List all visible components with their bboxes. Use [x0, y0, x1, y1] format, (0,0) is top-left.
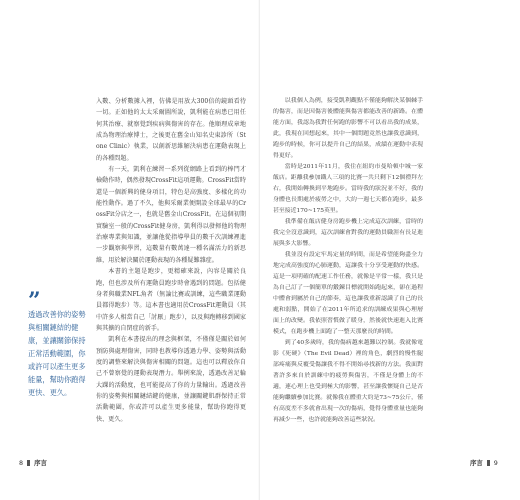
left-body-text: [96, 96, 246, 425]
page-number: 9: [493, 459, 498, 467]
paragraph: 以我個人為例，接受凱利觀點不僅能夠解決某個棘手的傷害，而是因傷害後體能與傷害都能改善的新路。在體能方面，我認為我對任何跑的影響不可以看出我的成果，此，我現在回想起來，其中一個問題竟然也讓我意識到，跑步的時候，你可以提升自己的結果，成績在運動中表現得更好。: [273, 98, 423, 159]
pull-quote-text: 透過改善你的姿勢與相關鏈結的健康，並讓關節保持正常活動範圍，你或許可以產生更多能量，幫助你跑得更快、更久。: [28, 310, 86, 397]
quote-mark-icon: ”: [28, 288, 41, 314]
right-body-text: [273, 96, 423, 426]
footer-separator: [487, 460, 490, 466]
paragraph: 凱利在本書提出的理念與框架，不僅僅是關於如何預防與處理傷害，同時也教導你透過力學、姿勢與活動度的調整來解決與傷害相關的問題。這也可以釋放你自己不曾察覺的運動表現潛力。舉例來說，透過改善足輪大踝的活動度，也可能提高了你的力量輸出。透過改善你的姿勢與相關鏈結鍵的健康，並讓關鍵肌群保持正常活動範圍，你或許可以產生更多能量，幫助你跑得更快、更久。: [96, 336, 246, 423]
paragraph: 到了40多歲時，我的傷病越來越難以控制。我就像電影《死硬》（The Evil Dead）裡的角色，劇烈的慢性腿部疼痛與反覆受傷讓我不得不開始尋找新的方法。我面對著許多來自於訓練中的疲勞與傷害，不僅是身體上的不適，連心理上也受到極大的影響，甚至讓我懷疑自己是否能夠繼續參加比賽。就像我在體重大約是73~75公斤，僅有高度差不多就會出現一次的傷病，覺得身體重量也能夠再減少一些，也許就能夠改善這些狀況。: [273, 340, 423, 423]
paragraph: 當時是2011年11月，我住在紐約市曼哈頓中城一家飯店。距離我參加鐵人三項的比賽一共只剩下12個禮拜左右，我開始轉換到平地跑步。當時我的狀況並不好，我的身體也長期處於疲勞之中，大約一週七天都在跑步，最多甚至接近170~175英里。: [273, 164, 423, 214]
paragraph: 我準備在飯店健身房跑步機上完成這次訓練，當時的我完全沒意識到，這次訓練會對我的運動員職涯有長足進展與多大影響。: [273, 219, 423, 247]
page-number: 8: [19, 459, 24, 467]
paragraph: 我並沒有設定牢馬定量的時間，而是希望能夠盡全力地完成高強度的心肺運動，這讓我十分享受運動的快感。這是一項明確的配速工作任務，就像是平常一樣，我只是為自己訂了一個簡單的鍛鍊目標就開始跑起來，卻在過程中體會到屬於自己的節奏，這也讓我重新認識了自己的長處和弱點，開始了在2011年所追求的訓練成果與心理層面上的改變。我依照習慣做了暖身，然後就快速進入比賽模式，在跑步機上面跑了一整天那麼長的時間。: [273, 252, 423, 335]
left-page-footer: [19, 458, 47, 467]
paragraph: 入數、分析數據入裡，仿佛是用放大300倍的鏡頭看待一切。正如他的太太采爾圖所說，凱利能在病患已用任何其治療、就察覺到疾病與傷害的存在。他順理成章地成為物理治療博士，之後更在舊金山知名史東診所（Stone Clinic）執業，以創新思維解決病患在運動表現上的各種問題。: [96, 98, 246, 162]
pull-quote: [28, 288, 88, 399]
paragraph: 有一天，凱利在練習一系列從網路上看到的棒門才檢動作時，偶然發現CrossFit這項運動。CrossFit當時還是一個新興的健身項目，特色是高強度、多樣化的功能性動作。過了不久，他與采爾業便開設全球最早的CrossFit分店之一，也就是舊金山CrossFit。在這個初期實驗室一般的CrossFit健身房，凱利得以發揮他的物理治療專業與知識，並讓他從指導學員的數千次訓練裡進一步觀察與學習，這數量有數萬達一種名滿活力的新思維，用於解決關於運動表現的各種疑難雜症。: [96, 166, 246, 264]
running-title: 序言: [34, 459, 47, 467]
right-page-footer: [470, 458, 498, 467]
footer-separator: [27, 460, 30, 466]
paragraph: 本書的主題是跑步，更精確來說，內容是關於良跑，但也涉及所有運動員跑步時會遇到的問題。包括健身者與職業NFL角者（無論比賽或訓練，這些職業運動員都得跑步）等。這本書也適用於CrossFit運動員（其中許多人相當自己「討厭」跑步），以及與跑轉移到國家與其擴的自閉症的新手。: [96, 268, 246, 332]
running-title: 序言: [470, 459, 483, 467]
